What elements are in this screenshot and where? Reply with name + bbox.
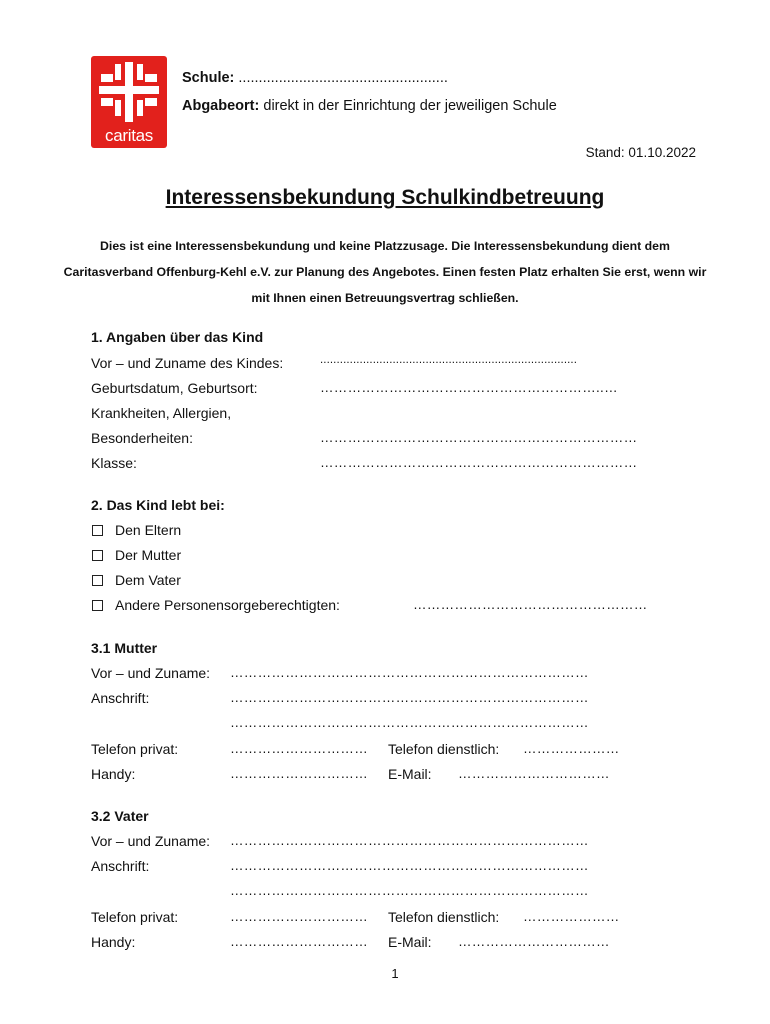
vater-name-field: …………………………………………………………………… (230, 833, 589, 848)
option-eltern-label: Den Eltern (115, 522, 182, 538)
stand-date: Stand: 01.10.2022 (585, 145, 696, 160)
child-name-field: .............................................................................. (320, 354, 578, 366)
vater-email-label: E-Mail: (388, 934, 432, 950)
mutter-name-label: Vor – und Zuname: (91, 665, 211, 681)
vater-phone-work-label: Telefon dienstlich: (388, 909, 500, 925)
section-2-heading: 2. Das Kind lebt bei: (91, 497, 225, 513)
vater-name-label: Vor – und Zuname: (91, 833, 211, 849)
mutter-email-label: E-Mail: (388, 766, 432, 782)
special-label: Besonderheiten: (91, 430, 193, 446)
birth-field: ……………………………………………………..… (320, 380, 618, 395)
page-title: Interessensbekundung Schulkindbetreuung (165, 186, 605, 209)
mutter-phone-label: Telefon privat: (91, 741, 179, 757)
checkbox-mutter[interactable] (92, 550, 103, 561)
vater-email-field: …………………………… (458, 934, 610, 949)
mutter-phone-work-field: ………………… (523, 741, 620, 756)
checkbox-eltern[interactable] (92, 525, 103, 536)
section-1-heading: 1. Angaben über das Kind (91, 329, 264, 345)
vater-address-field-2: …………………………………………………………………… (230, 883, 589, 898)
mutter-name-field: …………………………………………………………………… (230, 665, 589, 680)
abgabeort-value: direkt in der Einrichtung der jeweiligen Schule (263, 98, 557, 114)
vater-mobile-label: Handy: (91, 934, 136, 950)
abgabeort-label: Abgabeort: (182, 98, 260, 114)
vater-phone-label: Telefon privat: (91, 909, 179, 925)
schule-line (182, 70, 448, 86)
mutter-mobile-field: ………………………… (230, 766, 368, 781)
mutter-address-label: Anschrift: (91, 690, 150, 706)
vater-phone-field: ………………………… (230, 909, 368, 924)
option-andere-label: Andere Personensorgeberechtigten: (115, 597, 340, 613)
schule-label: Schule: (182, 70, 235, 86)
vater-address-label: Anschrift: (91, 858, 150, 874)
checkbox-andere[interactable] (92, 600, 103, 611)
child-name-label: Vor – und Zuname des Kindes: (91, 355, 284, 371)
vater-heading: 3.2 Vater (91, 808, 149, 824)
vater-phone-work-field: ………………… (523, 909, 620, 924)
abgabeort-line (182, 98, 557, 114)
mutter-address-field-1: …………………………………………………………………… (230, 690, 589, 705)
caritas-logo (91, 56, 167, 148)
birth-label: Geburtsdatum, Geburtsort: (91, 380, 258, 396)
option-mutter-label: Der Mutter (115, 547, 182, 563)
checkbox-vater[interactable] (92, 575, 103, 586)
logo-wordmark: caritas (105, 126, 153, 145)
class-label: Klasse: (91, 455, 137, 471)
andere-field: …………………………………………… (413, 597, 648, 612)
vater-address-field-1: …………………………………………………………………… (230, 858, 589, 873)
special-field: …………………………………………………………… (320, 430, 638, 445)
vater-mobile-field: ………………………… (230, 934, 368, 949)
mutter-email-field: …………………………… (458, 766, 610, 781)
class-field: …………………………………………………………… (320, 455, 638, 470)
schule-value: .................................................... (238, 70, 448, 86)
mutter-address-field-2: …………………………………………………………………… (230, 715, 589, 730)
mutter-phone-work-label: Telefon dienstlich: (388, 741, 500, 757)
option-vater-label: Dem Vater (115, 572, 181, 588)
mutter-mobile-label: Handy: (91, 766, 136, 782)
mutter-phone-field: ………………………… (230, 741, 368, 756)
mutter-heading: 3.1 Mutter (91, 640, 158, 656)
page-number: 1 (391, 966, 399, 981)
illness-label: Krankheiten, Allergien, (91, 405, 232, 421)
intro-paragraph: Dies ist eine Interessensbekundung und keine Platzzusage. Die Interessensbekundung dient dem Caritasverband Offenburg-Kehl e.V. zur Planung des Angebotes. Einen festen Platz erhalten Sie erst, wenn wir mit Ihnen einen Betreuungsvertrag schließen. (63, 239, 707, 305)
